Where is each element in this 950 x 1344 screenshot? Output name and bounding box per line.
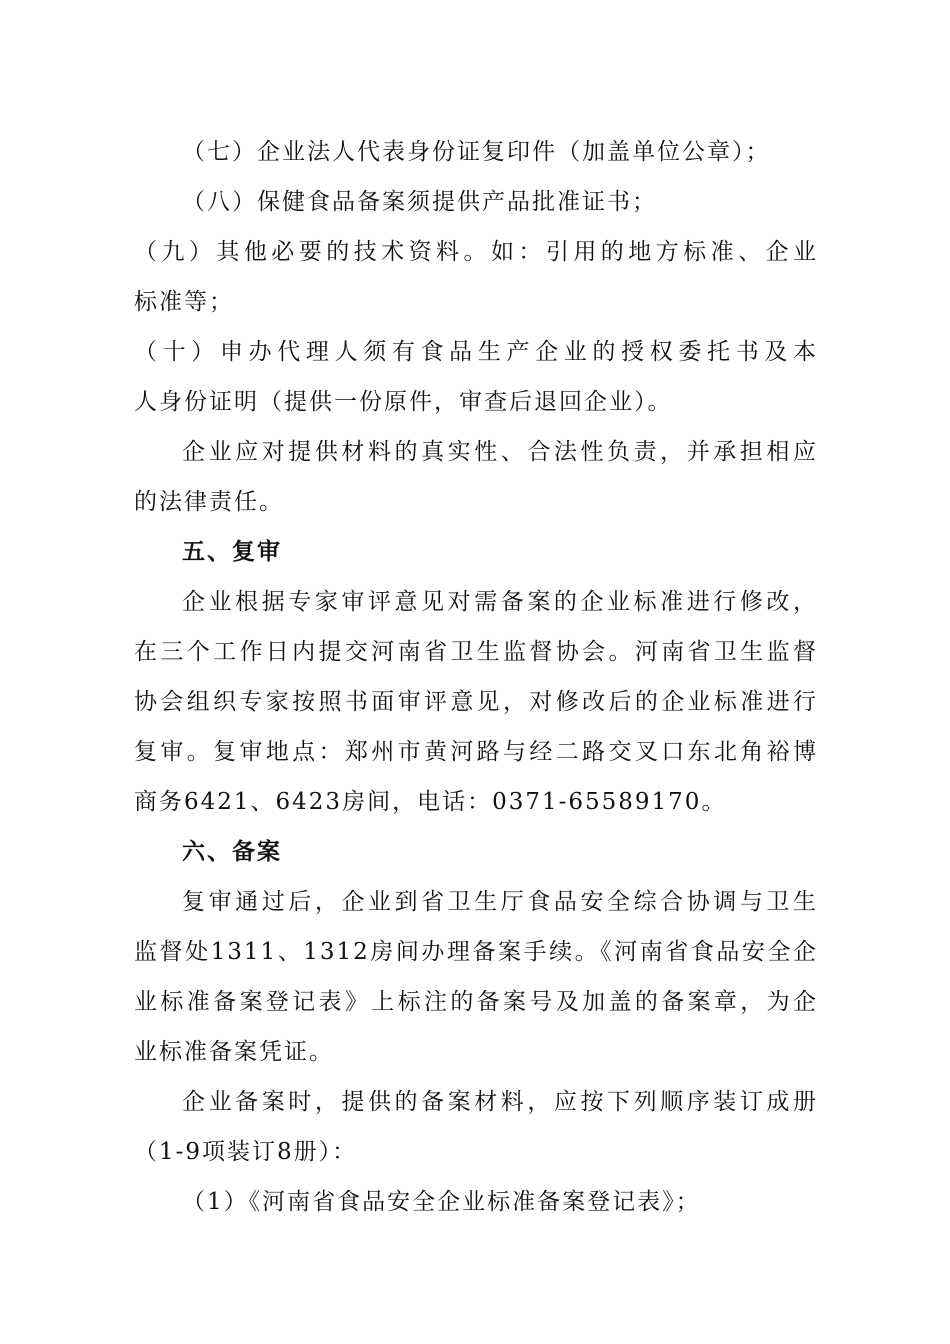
filing-paragraph-line-3: 业标准备案登记表》上标注的备案号及加盖的备案章，为企 [134,989,818,1015]
responsibility-paragraph-line-2: 的法律责任。 [134,489,284,515]
list-item-9-line-2: 标准等； [134,289,234,315]
list-item-10-line-2: 人身份证明（提供一份原件，审查后退回企业）。 [134,389,673,415]
binding-paragraph-line-1: 企业备案时，提供的备案材料，应按下列顺序装订成册 [182,1089,818,1115]
binding-list-item-1: （1）《河南省食品安全企业标准备案登记表》； [182,1189,701,1215]
review-paragraph-line-2: 在三个工作日内提交河南省卫生监督协会。河南省卫生监督 [134,639,818,665]
document-body [134,127,818,1227]
filing-paragraph-line-4: 业标准备案凭证。 [134,1039,334,1065]
filing-paragraph-line-1: 复审通过后，企业到省卫生厅食品安全综合协调与卫生 [182,889,818,915]
responsibility-paragraph-line-1: 企业应对提供材料的真实性、合法性负责，并承担相应 [182,439,818,465]
list-item-8: （八）保健食品备案须提供产品批准证书； [182,189,657,215]
binding-paragraph-line-2: （1-9项装订8册）： [134,1139,358,1165]
filing-paragraph-line-2: 监督处1311、1312房间办理备案手续。《河南省食品安全企 [134,939,818,965]
review-paragraph-line-3: 协会组织专家按照书面审评意见，对修改后的企业标准进行 [134,689,818,715]
review-paragraph-line-1: 企业根据专家审评意见对需备案的企业标准进行修改， [182,589,818,615]
list-item-10-line-1: （十）申办代理人须有食品生产企业的授权委托书及本 [134,339,818,365]
section-heading-review: 五、复审 [182,539,282,565]
list-item-7: （七）企业法人代表身份证复印件（加盖单位公章）； [182,139,771,165]
review-paragraph-line-4: 复审。复审地点：郑州市黄河路与经二路交叉口东北角裕博 [134,739,818,765]
list-item-9-line-1: （九）其他必要的技术资料。如：引用的地方标准、企业 [134,239,818,265]
review-paragraph-line-5: 商务6421、6423房间，电话：0371-65589170。 [134,789,727,815]
section-heading-filing: 六、备案 [182,839,282,865]
